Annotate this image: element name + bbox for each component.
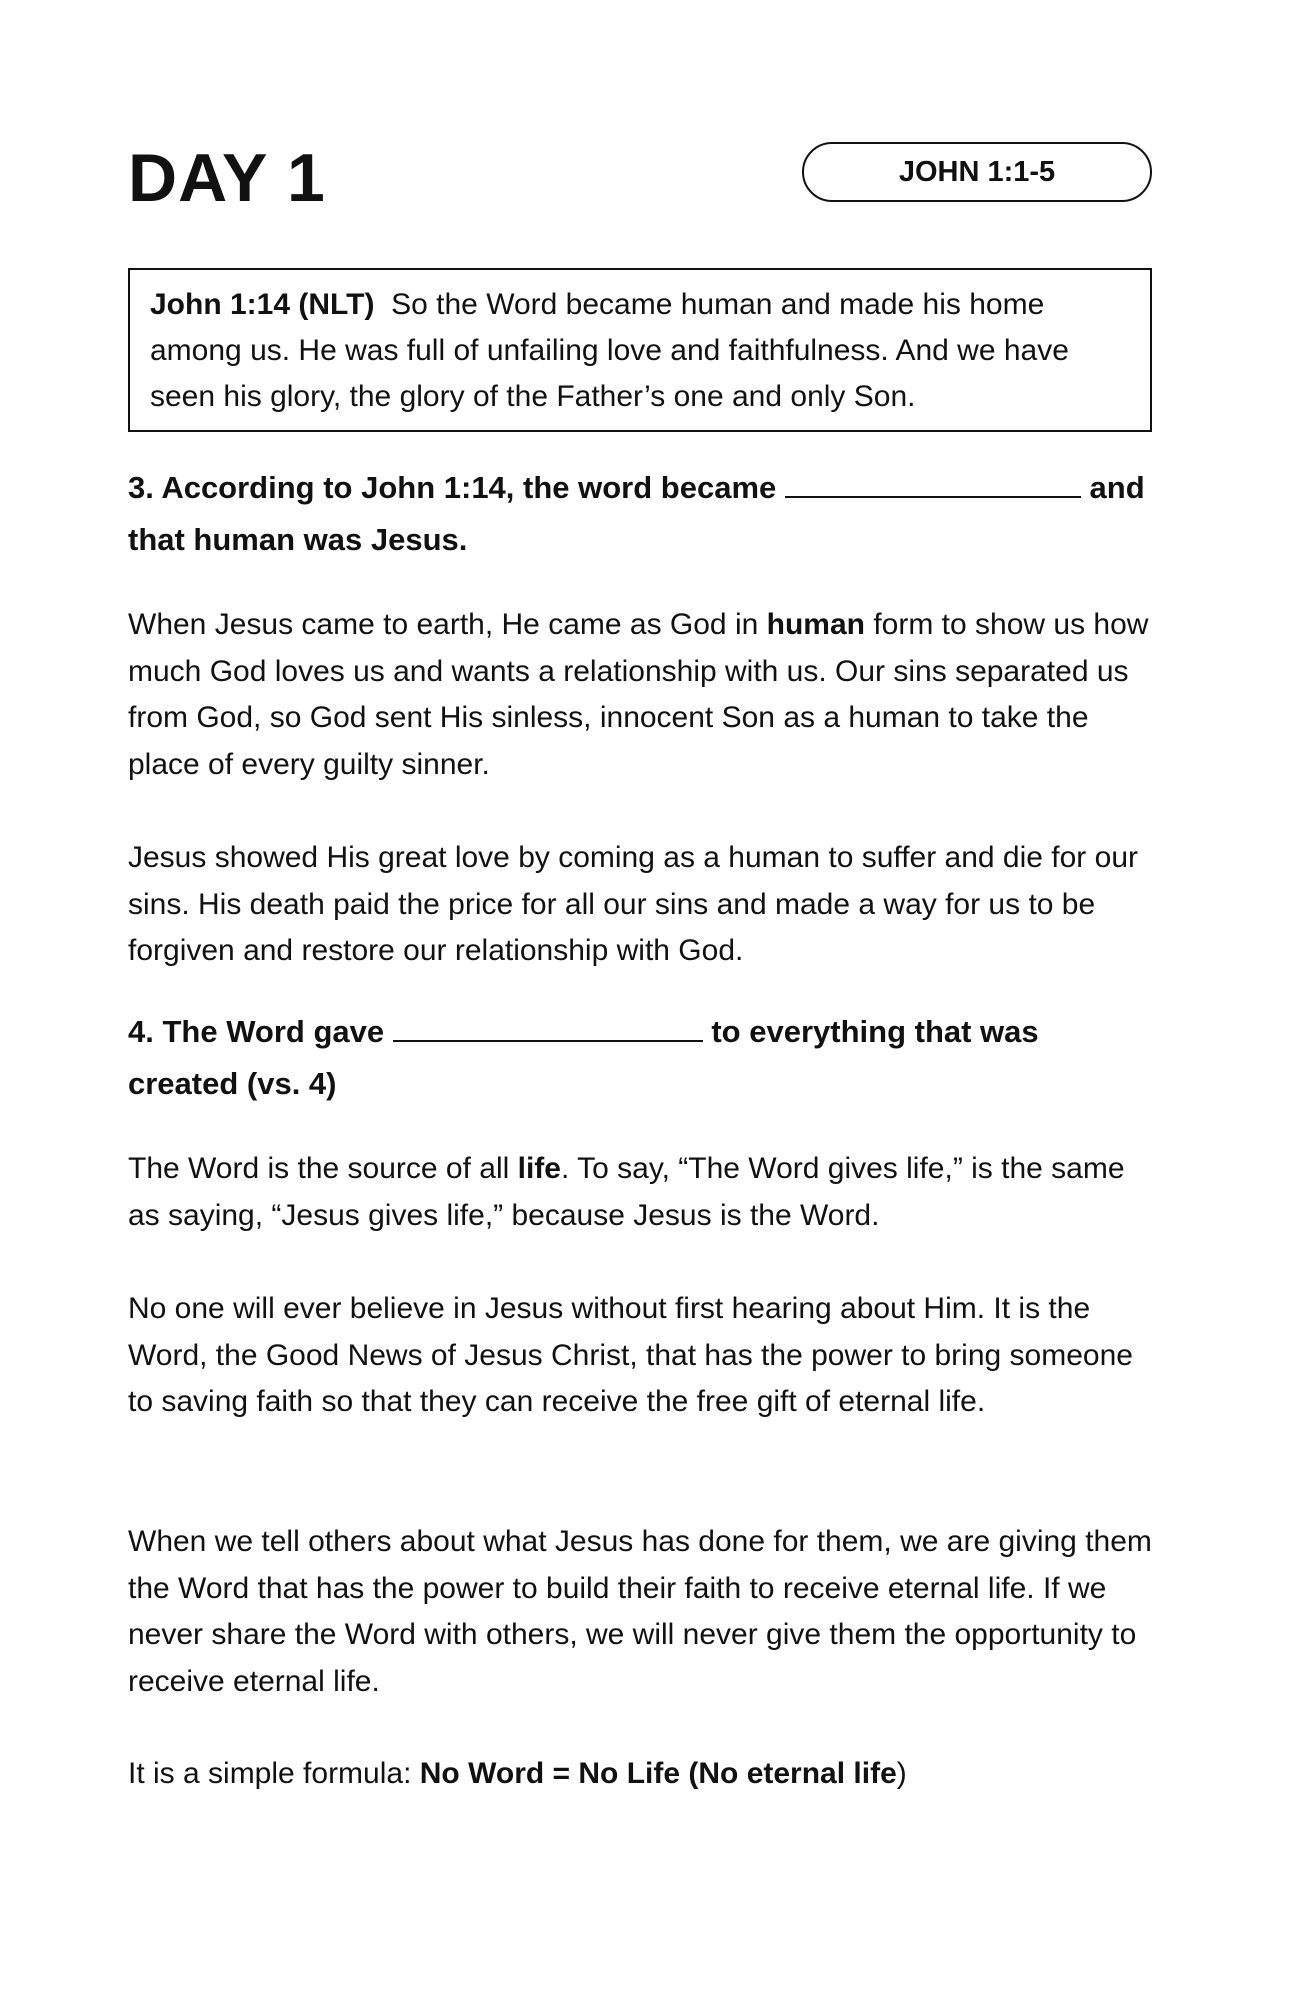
paragraph-human-text-end: form to show us how much God loves us and wants a relationship with us. Our sins separated us from God, so God sent His sinless, innocent Son as a human to take the place of every guilty sinner. (128, 608, 1149, 781)
paragraph-life-bold: life (517, 1152, 561, 1185)
paragraph-human-text: When Jesus came to earth, He came as God in (128, 608, 759, 641)
paragraph-hearing (128, 1286, 1152, 1426)
question-4-text: 4. The Word gave (128, 1014, 385, 1049)
paragraph-life (128, 1146, 1152, 1239)
question-3-text: 3. According to John 1:14, the word became (128, 470, 777, 505)
paragraph-sharing (128, 1519, 1152, 1705)
question-3-text-end: and that human was Jesus. (128, 470, 1145, 557)
verse-reference: John 1:14 (NLT) (150, 288, 375, 321)
page-header (128, 138, 1152, 218)
question-4 (128, 1006, 1152, 1110)
paragraph-love-text: Jesus showed His great love by coming as a human to suffer and die for our sins. His death paid the price for all our sins and made a way for us to be forgiven and restore our relationship with God. (128, 841, 1138, 967)
paragraph-sharing-text: When we tell others about what Jesus has done for them, we are giving them the Word that has the power to build their faith to receive eternal life. If we never share the Word with others, we will never give them the opportunity to receive eternal life. (128, 1525, 1152, 1698)
day-title: DAY 1 (128, 140, 326, 216)
question-3-blank[interactable] (785, 466, 1081, 498)
verse-text: So the Word became human and made his home among us. He was full of unfailing love and faithfulness. And we have seen his glory, the glory of the Father’s one and only Son. (150, 288, 1069, 413)
paragraph-formula (128, 1751, 1152, 1798)
paragraph-formula-text-end: ) (896, 1757, 907, 1790)
paragraph-life-text: The Word is the source of all (128, 1152, 510, 1185)
memory-verse-box (128, 268, 1152, 432)
question-4-text-end: to everything that was created (vs. 4) (128, 1014, 1039, 1101)
paragraph-human (128, 602, 1152, 788)
paragraph-love (128, 835, 1152, 975)
formula-bold: No Word = No Life (No eternal life (419, 1757, 897, 1790)
question-3 (128, 462, 1152, 566)
question-4-blank[interactable] (393, 1010, 703, 1042)
paragraph-formula-text: It is a simple formula: (128, 1757, 412, 1790)
paragraph-life-text-end: . To say, “The Word gives life,” is the same as saying, “Jesus gives life,” because Jesus is the Word. (128, 1152, 1125, 1232)
passage-badge (802, 142, 1152, 202)
passage-label: JOHN 1:1-5 (898, 155, 1056, 188)
paragraph-human-bold: human (766, 608, 865, 641)
paragraph-hearing-text: No one will ever believe in Jesus without first hearing about Him. It is the Word, the Good News of Jesus Christ, that has the power to bring someone to saving faith so that they can receive the free gift of eternal life. (128, 1292, 1133, 1418)
